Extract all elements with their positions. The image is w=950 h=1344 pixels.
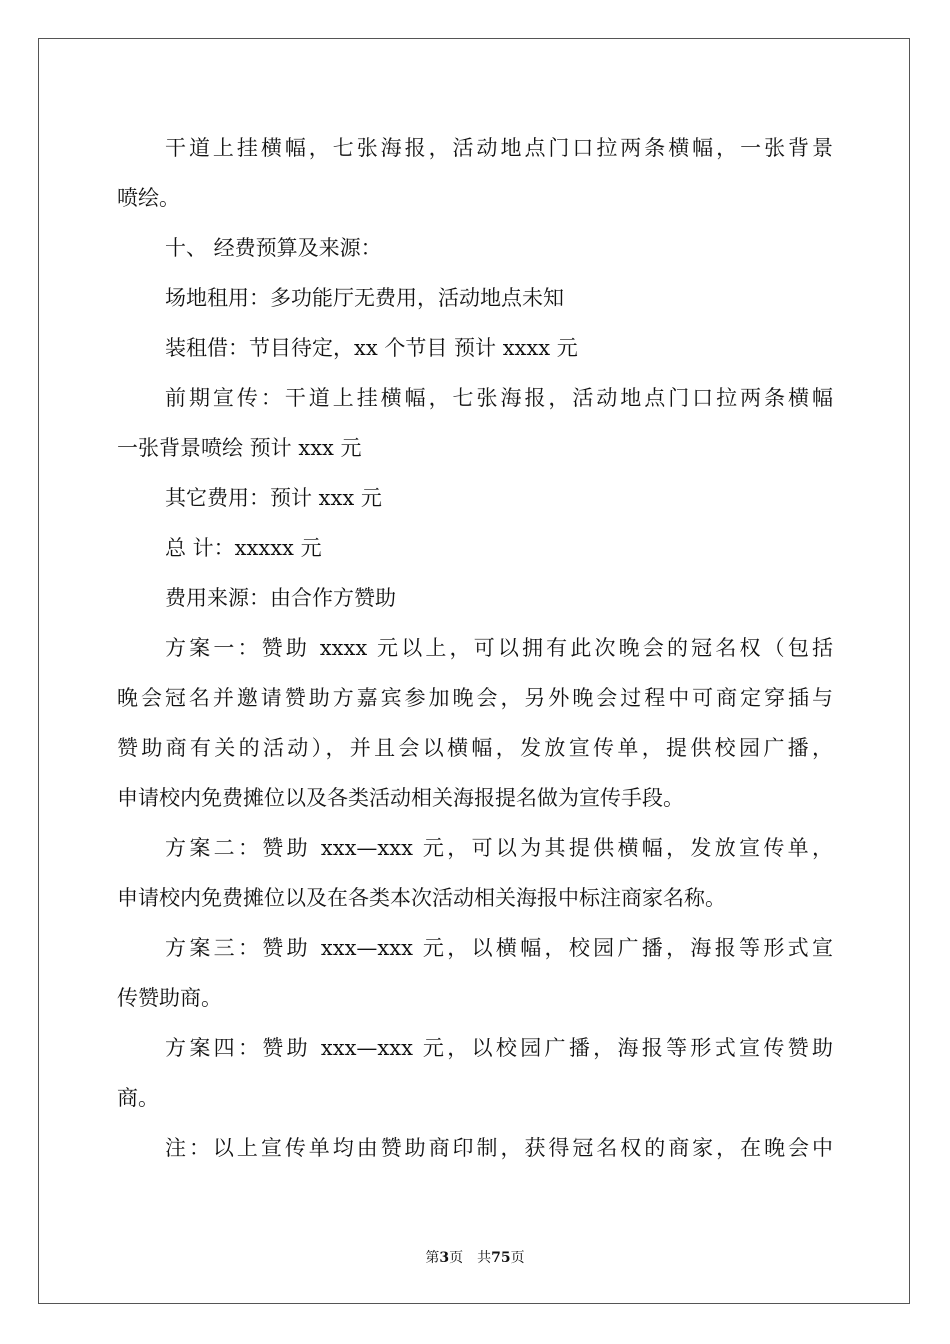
- paragraph-line: 其它费用：预计 xxx 元: [165, 486, 382, 510]
- paragraph-line: 申请校内免费摊位以及在各类本次活动相关海报中标注商家名称。: [117, 886, 726, 910]
- paragraph-line: 方案一：赞助 xxxx 元以上，可以拥有此次晚会的冠名权（包括: [165, 636, 833, 660]
- paragraph-line: 赞助商有关的活动），并且会以横幅，发放宣传单，提供校园广播，: [117, 736, 833, 760]
- paragraph-line: 方案三：赞助 xxx—xxx 元，以横幅，校园广播，海报等形式宣: [165, 936, 833, 960]
- paragraph-line: 喷绘。: [117, 186, 180, 210]
- page-prefix: 第: [425, 1250, 440, 1266]
- paragraph-line: 前期宣传：干道上挂横幅，七张海报，活动地点门口拉两条横幅: [165, 386, 833, 410]
- paragraph-line: 一张背景喷绘 预计 xxx 元: [117, 436, 362, 460]
- page-suffix: 页: [449, 1250, 464, 1266]
- section-heading: 十、 经费预算及来源：: [165, 236, 382, 260]
- paragraph-line: 装租借：节目待定，xx 个节目 预计 xxxx 元: [165, 336, 578, 360]
- page-number: 3: [439, 1250, 450, 1266]
- paragraph-line: 方案四：赞助 xxx—xxx 元，以校园广播，海报等形式宣传赞助: [165, 1036, 833, 1060]
- paragraph-line: 方案二：赞助 xxx—xxx 元，可以为其提供横幅，发放宣传单，: [165, 836, 833, 860]
- paragraph-line: 注：以上宣传单均由赞助商印制，获得冠名权的商家，在晚会中: [165, 1136, 833, 1160]
- page-border: [38, 38, 910, 1304]
- paragraph-line: 费用来源：由合作方赞助: [165, 586, 396, 610]
- paragraph-line: 商。: [117, 1086, 159, 1110]
- paragraph-line: 申请校内免费摊位以及各类活动相关海报提名做为宣传手段。: [117, 786, 684, 810]
- total-prefix: 共: [477, 1250, 492, 1266]
- total-pages: 75: [491, 1250, 511, 1266]
- paragraph-line: 干道上挂横幅，七张海报，活动地点门口拉两条横幅，一张背景: [165, 136, 833, 160]
- paragraph-line: 总 计：xxxxx 元: [165, 536, 322, 560]
- paragraph-line: 传赞助商。: [117, 986, 222, 1010]
- paragraph-line: 场地租用：多功能厅无费用，活动地点未知: [165, 286, 564, 310]
- paragraph-line: 晚会冠名并邀请赞助方嘉宾参加晚会，另外晚会过程中可商定穿插与: [117, 686, 833, 710]
- page-footer: [0, 1248, 950, 1268]
- total-suffix: 页: [510, 1250, 525, 1266]
